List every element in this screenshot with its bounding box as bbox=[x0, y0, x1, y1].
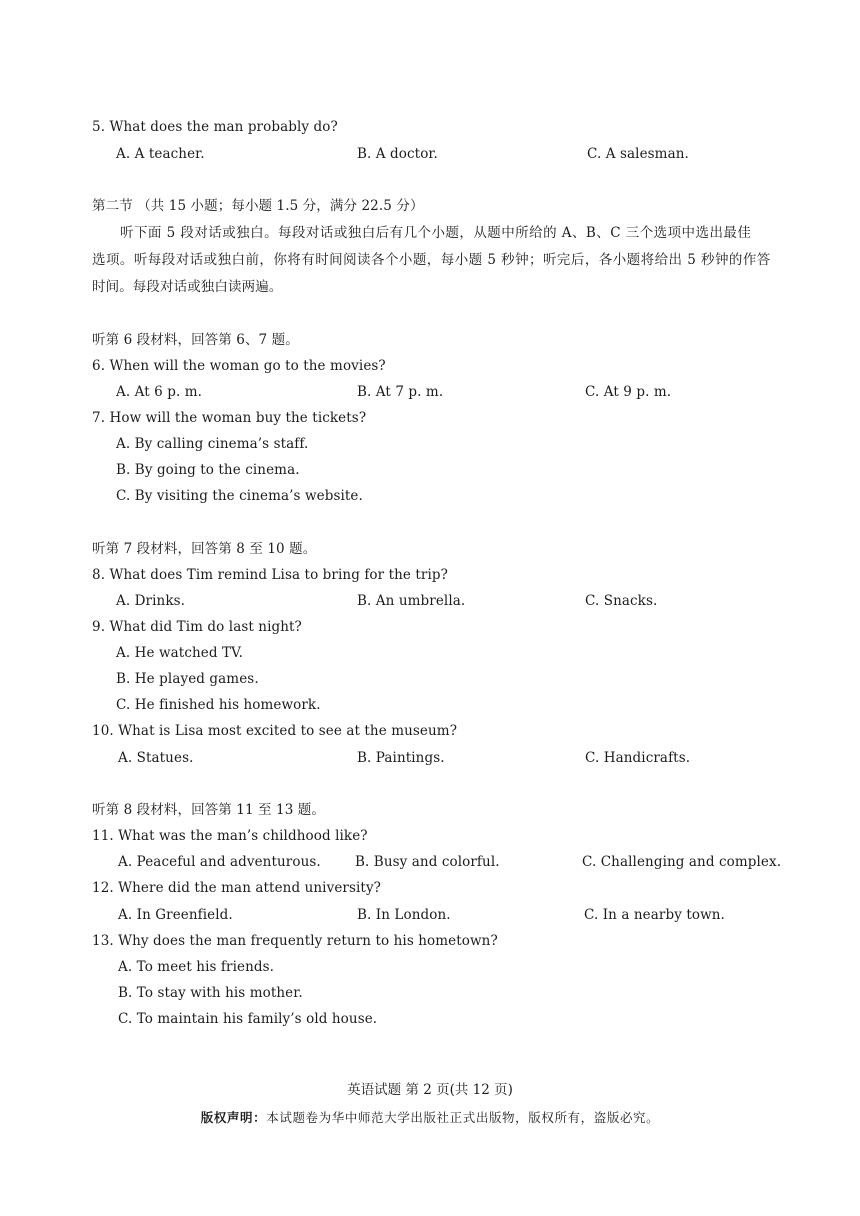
q11-option-b: B. Busy and colorful. bbox=[355, 854, 500, 870]
q6-option-c: C. At 9 p. m. bbox=[585, 384, 672, 400]
question-13: 13. Why does the man frequently return to his hometown? bbox=[92, 933, 498, 949]
q7-option-a: A. By calling cinema’s staff. bbox=[116, 436, 309, 452]
question-6: 6. When will the woman go to the movies? bbox=[92, 358, 386, 374]
q12-option-c: C. In a nearby town. bbox=[584, 907, 725, 923]
q13-option-b: B. To stay with his mother. bbox=[118, 985, 303, 1001]
q5-option-a: A. A teacher. bbox=[116, 146, 205, 162]
section-instructions-line-1: 听下面 5 段对话或独白。每段对话或独白后有几个小题，从题中所给的 A、B、C 三个选项中选出最佳 bbox=[120, 225, 752, 241]
section-heading: 第二节 （共 15 小题；每小题 1.5 分，满分 22.5 分） bbox=[92, 198, 424, 214]
question-7: 7. How will the woman buy the tickets? bbox=[92, 410, 367, 426]
question-12: 12. Where did the man attend university? bbox=[92, 880, 382, 896]
q6-option-a: A. At 6 p. m. bbox=[116, 384, 203, 400]
q5-option-c: C. A salesman. bbox=[587, 146, 689, 162]
section-instructions-line-3: 时间。每段对话或独白读两遍。 bbox=[92, 279, 283, 295]
copyright-label: 版权声明： bbox=[200, 1110, 267, 1125]
q12-option-a: A. In Greenfield. bbox=[118, 907, 233, 923]
q10-option-c: C. Handicrafts. bbox=[585, 750, 691, 766]
q11-option-a: A. Peaceful and adventurous. bbox=[118, 854, 321, 870]
section-instructions-line-2: 选项。听每段对话或独白前，你将有时间阅读各个小题，每小题 5 秒钟；听完后，各小题将给出 5 秒钟的作答 bbox=[92, 252, 771, 268]
group-8-intro: 听第 8 段材料，回答第 11 至 13 题。 bbox=[92, 802, 325, 818]
q5-option-b: B. A doctor. bbox=[357, 146, 438, 162]
q12-option-b: B. In London. bbox=[357, 907, 451, 923]
group-7-intro: 听第 7 段材料，回答第 8 至 10 题。 bbox=[92, 541, 317, 557]
q8-option-a: A. Drinks. bbox=[116, 593, 186, 609]
q7-option-b: B. By going to the cinema. bbox=[116, 462, 300, 478]
group-6-intro: 听第 6 段材料，回答第 6、7 题。 bbox=[92, 332, 299, 348]
q10-option-b: B. Paintings. bbox=[357, 750, 445, 766]
page-footer-title: 英语试题 第 2 页(共 12 页) bbox=[347, 1082, 513, 1098]
question-10: 10. What is Lisa most excited to see at the museum? bbox=[92, 723, 458, 739]
q13-option-c: C. To maintain his family’s old house. bbox=[118, 1011, 378, 1027]
q8-option-c: C. Snacks. bbox=[585, 593, 658, 609]
q7-option-c: C. By visiting the cinema’s website. bbox=[116, 488, 363, 504]
q9-option-a: A. He watched TV. bbox=[116, 645, 243, 661]
question-9: 9. What did Tim do last night? bbox=[92, 619, 302, 635]
copyright-notice bbox=[0, 1108, 860, 1126]
q10-option-a: A. Statues. bbox=[118, 750, 194, 766]
q9-option-b: B. He played games. bbox=[116, 671, 259, 687]
q13-option-a: A. To meet his friends. bbox=[118, 959, 275, 975]
question-8: 8. What does Tim remind Lisa to bring for the trip? bbox=[92, 567, 448, 583]
question-5: 5. What does the man probably do? bbox=[92, 119, 338, 135]
copyright-text: 本试题卷为华中师范大学出版社正式出版物，版权所有，盗版必究。 bbox=[266, 1110, 660, 1125]
q11-option-c: C. Challenging and complex. bbox=[582, 854, 782, 870]
question-11: 11. What was the man’s childhood like? bbox=[92, 828, 368, 844]
q8-option-b: B. An umbrella. bbox=[357, 593, 466, 609]
q6-option-b: B. At 7 p. m. bbox=[357, 384, 444, 400]
q9-option-c: C. He finished his homework. bbox=[116, 697, 321, 713]
